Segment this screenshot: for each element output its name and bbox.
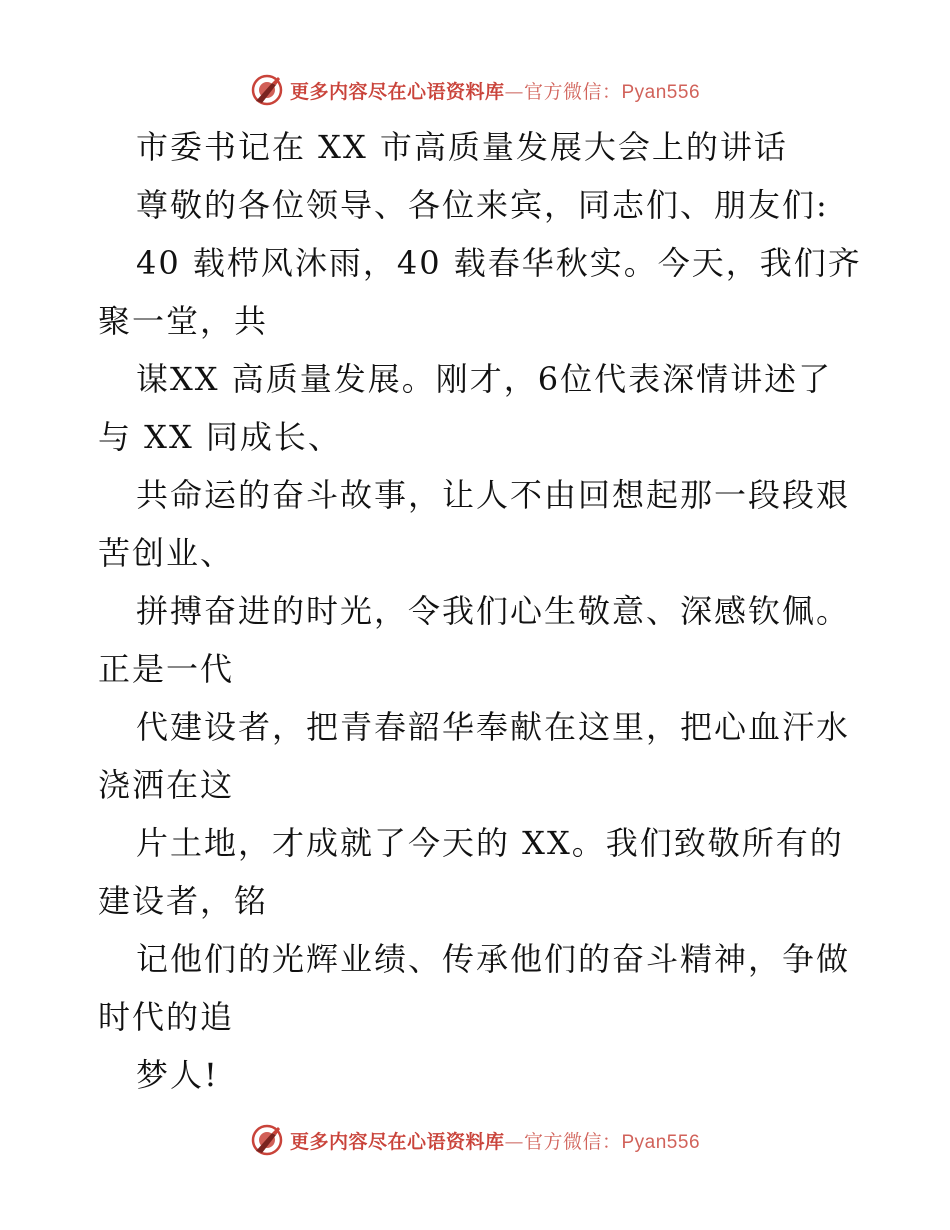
pen-seal-icon: [250, 73, 284, 107]
watermark-wechat-id: Pyan556: [621, 1131, 701, 1153]
text-line: 40 载栉风沐雨，40 载春华秋实。今天，我们齐: [136, 244, 862, 282]
watermark-wechat-id: Pyan556: [621, 81, 701, 103]
text-line: 浇洒在这: [98, 766, 235, 804]
document-body: [98, 118, 862, 1104]
text-line: 拼搏奋进的时光，令我们心生敬意、深感钦佩。: [136, 592, 851, 630]
text-line: 与 XX 同成长、: [98, 418, 342, 456]
footer-watermark: [0, 1120, 950, 1160]
text-line: 片土地，才成就了今天的 XX。我们致敬所有的: [136, 824, 844, 862]
text-line: 苦创业、: [98, 534, 235, 572]
watermark-site: 更多内容尽在心语资料库: [289, 80, 505, 103]
text-line: 正是一代: [98, 650, 235, 688]
watermark-text: [290, 1127, 700, 1154]
watermark-site: 更多内容尽在心语资料库: [289, 1130, 505, 1153]
watermark-wechat-label: 官方微信：: [523, 1130, 622, 1153]
text-line: 聚一堂，共: [98, 302, 269, 340]
document-title: 市委书记在 XX 市高质量发展大会上的讲话: [136, 128, 788, 166]
pen-seal-icon: [250, 1123, 284, 1157]
text-line: 代建设者，把青春韶华奉献在这里，把心血汗水: [136, 708, 851, 746]
watermark-text: [290, 77, 700, 104]
watermark-wechat-label: 官方微信：: [523, 80, 622, 103]
salutation: 尊敬的各位领导、各位来宾，同志们、朋友们:: [136, 186, 829, 224]
text-line: 共命运的奋斗故事，让人不由回想起那一段段艰: [136, 476, 851, 514]
text-line: 谋XX 高质量发展。刚才，6位代表深情讲述了: [136, 360, 833, 398]
text-line: 梦人!: [136, 1056, 219, 1094]
text-line: 记他们的光辉业绩、传承他们的奋斗精神，争做: [136, 940, 851, 978]
watermark-separator: —: [504, 1130, 524, 1153]
text-line: 建设者，铭: [98, 882, 269, 920]
watermark-separator: —: [504, 80, 524, 103]
header-watermark: [0, 70, 950, 110]
text-line: 时代的追: [98, 998, 235, 1036]
